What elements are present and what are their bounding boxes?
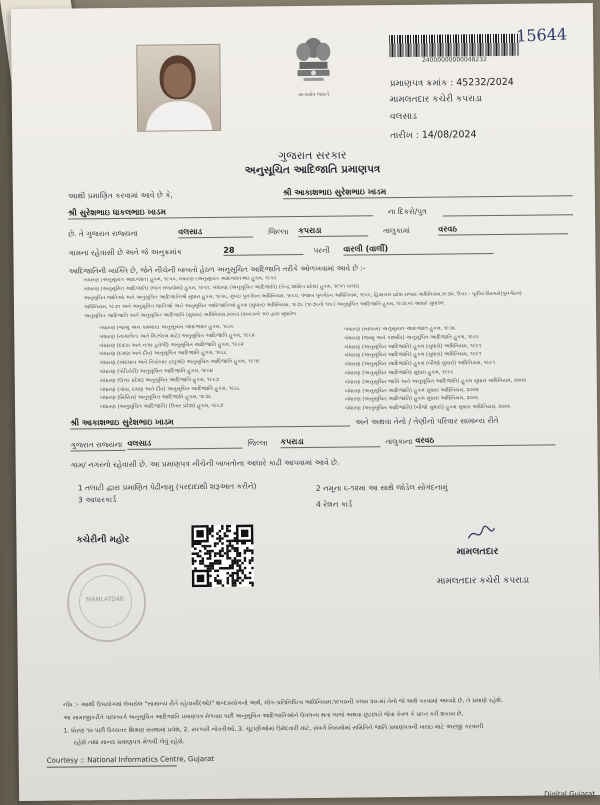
order-item: બંધારણ (અનુસૂચિત આદિજાતિ) હુકમ (બીજો સુધારો) અધિનિયમ, ૧૯૯૧ [344,360,496,368]
district-value: વલસાડ [178,227,253,239]
taluka-value-2: કપરાડા [280,436,380,448]
order-item: અધિનિયમ, ૧૯૭૧ અને અનુસૂચિત જાતિઓ અને અનુસૂચિત આદિજાતિઓ હુકમ (સુધારા) અધિનિયમ, ૧૯૭૬ (૧૯૭૬નો ૧૦૮) અનુસૂચિત આદિજાતિ હુકમ, ૧૯૭૬ના આધારે સુધારેલ [83,300,444,311]
government-title: ગુજરાત સરકાર [278,148,347,163]
office-stamp-text: MAMLATDAR [86,595,125,604]
body-line-6-suffix: અને અથવા તેનો / તેણીનો પરિવાર સામાન્ય રીતે [355,415,499,427]
order-item: બંધારણ (દાદરા અને નગર હવેલી) અનુસૂચિત આદિજાતિ હુકમ, ૧૯૬૨ [99,341,244,349]
document-item-1: 1 તલાટી દ્વારા પ્રમાણિત પેઢીનામુ (પરદાદાથી શરૂઆત કરીને) [77,481,257,493]
document-item-2: 2 નમૂના ૬-૧૨મા આ સાથે જોડેલ સોગંદનામું [315,482,448,493]
order-item: બંધારણ (અનુસૂચિત આદિજાતિ) હુકમ, ૧૯૫૦, બંધારણ (અનુસૂચિત આદિજાતિઓ) હુકમ, ૧૯૫૧ [83,275,277,284]
taluka-value: કપરાડા [298,225,368,237]
body-line-4-mid: પરની [313,245,330,255]
village-value: વરવઠ [438,223,568,235]
courtesy-text: Courtesy :: National Informatics Centre, Gujarat [46,754,215,765]
orders-top-list [84,273,574,323]
order-item: બંધારણ (અનુસૂચિત આદિજાતિ) હુકમ સુધારા અધિનિયમ, ૨૦૦૬ [344,395,479,403]
order-item: બંધારણ (સિક્કિમ) અનુસૂચિત આદિજાતિ હુકમ, ૧૯૭૮ [99,394,212,402]
footer-line-3: 1. ધોરણ ૧૦ પછી ઉચ્ચતર શિક્ષણ સંસ્થામાં પ્રવેશ, 2. સરકારી નોકરીઓ, 3. ચૂંટણીઓમાં ઉમેદવારી માટે, સંવર્ગ નિયમોમાં સમિતિને જાતિ પ્રમાણપત્રની ખરાઇ માટે અરજી કરવાની [63,723,484,735]
district-label: જિલ્લા [268,227,289,237]
order-item: અનુસૂચિત આદિજાતિ અને અનુસૂચિત આદિજાતિ (સુધારા) અધિનિયમ,૨૦૦૩ (૨૦૦૩નો ૧૦) દ્વારા સુધારેલ [84,311,296,320]
issue-date-value: 14/08/2024 [421,129,477,141]
taluka-label: તાલુકામાં [383,225,411,236]
order-item: બંધારણ (અનુસૂચિત આદિજાતિ) હુકમ (સુધારા) અધિનિયમ, ૧૯૯૧ [344,351,482,359]
tribe-name: વારલી (વાર્લી) [343,243,493,256]
certificate-number-label: પ્રમાણપત્ર ક્રમાંક : [389,78,454,90]
order-item: બંધારણ (અંદમાન અને નિકોબાર ટાપુઓ) અનુસૂચિત આદિજાતિ હુકમ, ૧૯૫૯ [99,358,261,367]
body-line-8: ગામ/ નગરનો રહેવાસી છે. આ પ્રમાણપત્ર નીચેની બાબતોના આધારે કાઢી આપવામાં આવે છે. [70,457,340,470]
issue-date-label: તારીખ : [390,130,419,142]
qr-code [191,525,254,588]
footer-line-2: આ સામાજીકરીતે પછાતવર્ગ અનુસૂચિત આદિજાતિ પ્રમાણપત્ર મેળવ્યા પછી અનુસૂચિત આદિજાતિઓને ઉપલબ્ધ થતા લાભો અથવા છુટછાટો જેવા કેવળ કે પ્રાપ્ત કરી શકાય છે, [63,711,464,722]
state-emblem-icon [289,34,338,96]
order-item: બંધારણ (જમ્મુ અને કાશ્મીર) અનુસૂચિત આદિજાતિ હુકમ, ૧૯૮૯ [344,333,480,342]
orders-left-list [99,324,330,414]
order-item: બંધારણ (અનુસૂચિત આદિજાતિ) હુકમ સુધારા અધિનિયમ, ૨૦૦૨ [344,386,479,395]
order-item: બંધારણ (જમ્મુ અને કાશ્મીર) અનુસૂચિત આદિજાતિ હુકમ, ૧૯૮૯ [99,323,235,332]
barcode [389,34,519,57]
signature-mark [466,524,496,544]
order-item: બંધારણ (અનુસૂચિત આદિજાતિ) (બીજો સુધારો) હુકમ સુધારા અધિનિયમ, ૨૦૦૬ [345,404,511,412]
order-item: બંધારણ (અનુસૂચિત આદિજાતિ) (ઉત્તર પ્રદેશ) હુકમ, ૧૯૬૭ [100,403,224,411]
orders-right-list [344,325,575,415]
order-item: બંધારણ (નાગાલેન્ડ અને મિઝોરમ માટે) અનુસૂચિત આદિજાતિ હુકમ, ૧૯૬૨ [99,332,255,340]
order-item: બંધારણ (ગોવા, દમણ અને દીવ) અનુસૂચિત આદિજાતિ હુકમ, ૧૯૬૮ [99,385,241,393]
certificate-number-value: 45232/2024 [456,76,514,89]
relation-label: ના દિકરો/પુત્ર [387,206,427,217]
order-item: બંધારણ (પોંડિચેરી) અનુસૂચિત આદિજાતિ હુકમ, ૧૯૬૪ [99,367,214,376]
order-item: બંધારણ (અનુસૂચિત જાતિ અને અનુસૂચિત આદિજાતિ) હુકમ સુધારા અધિનિયમ, ૨૦૦૨ [344,377,527,386]
footer-line-4: રહેશે તથા માન્ય પ્રમાણપત્ર મેળવી લેવું રહેશે. [73,738,185,747]
document-item-3: 3 આધારકાર્ડ [77,494,117,505]
order-item: બંધારણ (અનુસૂચિત આદિજાતિ) હુકમ (સુધારો) અધિનિયમ, ૧૯૯૧ [344,342,482,351]
serial-number: 28 [223,245,303,256]
office-line: મામલતદાર કચેરી કપરાડા [389,94,483,106]
digital-gujarat-label: Digital Gujarat [544,789,596,799]
relation-underline [443,214,573,216]
village-value-2: વરવઠ [415,434,555,446]
order-item: બંધારણ (દમણ અને દીવ) અનુસૂચિત આદિજાતિ હુકમ, ૧૯૬૮ [99,350,227,358]
taluka-label-2: તાલુકાના [385,436,413,447]
order-item: બંધારણ (અનુસૂચિત આદિજાતિ) સુધારા હુકમ, ૧૯૯૬ [344,369,454,377]
signatory-office: મામલતદાર કચેરી કપરાડા [436,575,530,587]
office-district: વલસાડ [389,111,417,123]
applicant-name-2: શ્રી આકાશભાઇ સુરેશભાઇ ખાડમ [70,416,350,430]
parent-name: શ્રી સુરેશભાઇ ધાકલભાઇ ખાડમ [68,205,373,219]
order-item: બંધારણ (ઉત્તર પ્રદેશ) અનુસૂચિત આદિજાતિ હુકમ, ૧૯૬૭ [99,376,220,384]
district-label-2: જિલ્લા [247,438,268,448]
courtesy-divider [47,765,177,767]
footer-note: નોંધ :- આથી ઉપયોગમાં લેવાયેલ "સામાન્ય રીતે રહેવાસી(ઓ)" શબ્દપ્રયોગનો અર્થ, લોક-પ્રતિનિધિત્વ અધિનિયમ,૧૯૫૦ની કલમ ૨૦-માં તેનો જે અર્થ કરવામાં આવ્યો છે, તે પ્રમાણે રહેશે. [63,696,503,709]
applicant-name: શ્રી આકાશભાઇ સુરેશભાઇ ખાડમ [283,185,573,199]
body-line-3-prefix: છે. તે ગુજરાત રાજ્યના [68,228,138,239]
district-value-2: વલસાડ [127,438,242,450]
body-line-1-prefix: આથી પ્રમાણિત કરવામાં આવે છે કે, [67,190,173,201]
body-line-4-prefix: ગામના રહેવાસી છે અને જે અનુક્રમાંક [68,247,182,258]
applicant-photo [136,44,221,132]
barcode-number: 24000000000048232 [421,56,487,64]
issue-date [390,129,476,141]
body-line-7-prefix: ગુજરાત રાજ્યના [70,440,125,452]
certificate-paper [11,3,600,801]
certificate-title: અનુસૂચિત આદિજાતિ પ્રમાણપત્ર [244,163,381,177]
certificate-number [390,77,514,89]
document-item-4: 4 રેશન કાર્ડ [316,499,353,509]
handwritten-number: 15644 [515,24,568,46]
order-item: બંધારણ (સિક્કિમ) અનુસૂચિત આદિજાતિ હુકમ, ૧૯૭૮ [344,325,456,333]
office-seal-label: કચેરીની મહોર [76,534,130,546]
emblem-motto: સત્યમેવ જયતે [298,91,330,99]
signatory-title: મામલતદાર [456,545,499,558]
order-item: બંધારણ (અનુસૂચિત આદિજાતિ) (ભાગ રાજ્યોમાં) હુકમ, ૧૯૫૧, બંધારણ (અનુસૂચિત આદિજાતિ) (કેન્દ્ર શાસિત પ્રદેશ) હુકમ, ૧૯૫૧ કાયદા [83,283,360,293]
body-line-5: આદિજાતિની વ્યક્તિ છે, જેને નીચેની બાબતો હેઠળ અનુસૂચિત આદિજાતિ તરીકે ઓળખવામાં આવે છે :- [68,263,366,276]
order-item: અનુસૂચિત જાતિઓ અને અનુસૂચિત આદિજાતિઓ સુધારા હુકમ, ૧૯૫૬, મુંબઇ પુનર્ગઠન અધિનિયમ, ૧૯૬૦, પંજાબ પુનર્ગઠન અધિનિયમ, ૧૯૬૬, હિમાચલ પ્રદેશ રાજ્ય અધિનિયમ,૧૯૭૦, ઉત્તર - પૂર્વીય વિસ્તારો(પુનર્ગઠન) [83,290,522,302]
